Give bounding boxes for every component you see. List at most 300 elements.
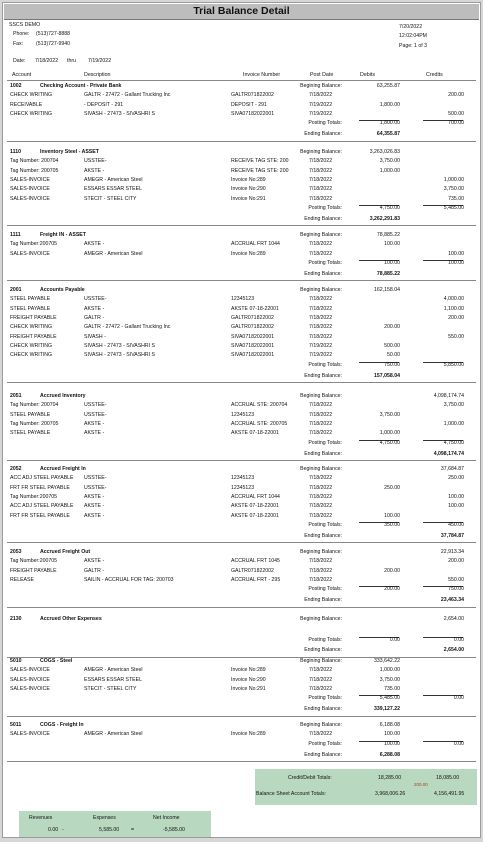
post-date: 7/19/2022 [309, 352, 333, 359]
posting-totals-debit: 350.00 [384, 522, 400, 529]
post-date: 7/18/2022 [309, 333, 333, 340]
transaction-description: SAILIN - ACCRUAL FOR TAG: 200703 [84, 577, 174, 584]
totals-box [255, 769, 477, 805]
transaction-type: RECEIVABLE [10, 101, 43, 108]
beginning-balance-value: 37,684.87 [440, 466, 464, 472]
beginning-balance-label: Begining Balance: [300, 287, 342, 293]
posting-totals-credit: 5,485.00 [443, 205, 464, 212]
posting-totals-debit: 4,750.00 [379, 205, 400, 212]
credit-amount: 550.00 [448, 577, 464, 584]
invoice-number: RECEIVE TAG STE: 200 [231, 167, 289, 174]
debit-amount: 3,750.00 [379, 676, 400, 683]
transaction-type: CHECK WRITING [10, 343, 53, 350]
transaction-type: ACC ADJ STEEL PAYABLE [10, 503, 74, 510]
transaction-description: AMEGR - American Steel [84, 667, 143, 674]
post-date: 7/18/2022 [309, 567, 333, 574]
transaction-type: SALES-INVOICE [10, 195, 50, 202]
expenses-value: 5,585.00 [99, 827, 120, 833]
transaction-description: USSTEE- [84, 402, 107, 409]
post-date: 7/18/2022 [309, 484, 333, 491]
posting-totals-label: Posting Totals: [308, 120, 342, 127]
post-date: 7/19/2022 [309, 101, 333, 108]
transaction-row [3, 474, 481, 483]
fax-label: Fax: [13, 41, 24, 47]
transaction-row [3, 502, 481, 511]
minus-sign: - [62, 827, 64, 833]
transaction-type: STEEL PAYABLE [10, 296, 51, 303]
transaction-type: CHECK WRITING [10, 324, 53, 331]
company-name: SSCS DEMO [9, 22, 41, 28]
posting-totals-credit: 0.00 [453, 636, 464, 643]
posting-totals-debit: 0.00 [389, 636, 400, 643]
transaction-type: Tag Number: 200705 [10, 167, 59, 174]
posting-totals-label: Posting Totals: [308, 361, 342, 368]
transaction-description: ESSARS ESSAR STEEL [84, 186, 142, 193]
account-header-row [3, 148, 481, 157]
account-header-row [3, 615, 481, 624]
credit-debit-credit: 18,085.00 [436, 775, 460, 781]
posting-totals-row [3, 361, 481, 370]
posting-totals-credit: 450.00 [448, 522, 464, 529]
transaction-description: USSTEE- [84, 475, 107, 482]
transaction-type: CHECK WRITING [10, 111, 53, 118]
beginning-balance-value: 2,654.00 [443, 616, 464, 622]
transaction-row [3, 484, 481, 493]
transaction-description: AKSTE - [84, 305, 105, 312]
transaction-description: AKSTE - [84, 167, 105, 174]
account-number: 5010 [10, 658, 22, 664]
transaction-type: ACC ADJ STEEL PAYABLE [10, 475, 74, 482]
ending-balance-label: Ending Balance: [304, 372, 342, 379]
invoice-number: 12345123 [231, 484, 255, 491]
post-date: 7/18/2022 [309, 430, 333, 437]
transaction-row [3, 676, 481, 685]
posting-totals-label: Posting Totals: [308, 439, 342, 446]
posting-totals-label: Posting Totals: [308, 695, 342, 702]
phone-value: (513)727-8888 [36, 31, 71, 37]
invoice-number: ACCRUAL STE: 200705 [231, 421, 288, 428]
post-date: 7/18/2022 [309, 667, 333, 674]
transaction-description: GALTR - [84, 567, 105, 574]
debit-amount: 250.00 [384, 484, 400, 491]
transaction-type: Tag Number: 200704 [10, 158, 59, 165]
beginning-balance-value: 63,255.87 [376, 83, 400, 89]
post-date: 7/18/2022 [309, 421, 333, 428]
account-name: Freight IN - ASSET [40, 232, 86, 238]
transaction-type: STEEL PAYABLE [10, 430, 51, 437]
ending-balance-label: Ending Balance: [304, 706, 342, 713]
section-divider-rule [7, 141, 476, 142]
post-date: 7/18/2022 [309, 503, 333, 510]
transaction-row [3, 351, 481, 360]
account-number: 2130 [10, 616, 22, 622]
beginning-balance-label: Begining Balance: [300, 616, 342, 622]
invoice-number: 12345123 [231, 296, 255, 303]
transaction-type: SALES-INVOICE [10, 686, 50, 693]
invoice-number: AKSTE 07-18-22001 [231, 430, 279, 437]
post-date: 7/19/2022 [309, 111, 333, 118]
account-header-row [3, 548, 481, 557]
invoice-number: Invoice No:289 [231, 250, 266, 257]
debit-amount: 1,000.00 [379, 430, 400, 437]
posting-totals-debit: 200.00 [384, 586, 400, 593]
beginning-balance-value: 162,158.04 [374, 287, 400, 293]
debit-amount: 100.00 [384, 731, 400, 738]
beginning-balance-value: 6,188.08 [379, 722, 400, 728]
invoice-number: GALTR071822002 [231, 567, 274, 574]
post-date: 7/18/2022 [309, 512, 333, 519]
ending-balance-row [3, 372, 481, 381]
posting-totals-credit: 5,850.00 [443, 361, 464, 368]
transaction-type: CHECK WRITING [10, 92, 53, 99]
credit-amount: 200.00 [448, 92, 464, 99]
post-date: 7/19/2022 [309, 343, 333, 350]
credit-debit-label: Credit/Debit Totals: [288, 775, 332, 781]
posting-totals-debit: 1,800.00 [379, 120, 400, 127]
account-header-row [3, 657, 481, 666]
post-date: 7/18/2022 [309, 250, 333, 257]
account-number: 1110 [10, 149, 21, 155]
invoice-number: Invoice No:291 [231, 195, 266, 202]
credit-amount: 4,000.00 [443, 296, 464, 303]
posting-totals-row [3, 740, 481, 749]
transaction-row [3, 91, 481, 100]
credit-amount: 100.00 [448, 503, 464, 510]
col-account: Account [12, 72, 32, 78]
credit-amount: 200.00 [448, 558, 464, 565]
invoice-number: Invoice No:291 [231, 686, 266, 693]
posting-totals-credit: 700.00 [448, 120, 464, 127]
balance-sheet-credit: 4,156,491.95 [434, 791, 465, 797]
transaction-row [3, 305, 481, 314]
credit-amount: 1,000.00 [443, 421, 464, 428]
ending-balance-label: Ending Balance: [304, 131, 342, 138]
posting-totals-label: Posting Totals: [308, 740, 342, 747]
posting-totals-debit: 4,750.00 [379, 439, 400, 446]
beginning-balance-label: Begining Balance: [300, 549, 342, 555]
invoice-number: GALTR071822002 [231, 92, 274, 99]
invoice-number: DEPOSIT - 291 [231, 101, 267, 108]
beginning-balance-value: 22,913.34 [440, 549, 464, 555]
posting-totals-credit: 0.00 [453, 740, 464, 747]
invoice-number: ACCRUAL FRT 1045 [231, 558, 280, 565]
col-description: Description [84, 72, 111, 78]
section-divider-rule [7, 280, 476, 281]
ending-balance-label: Ending Balance: [304, 751, 342, 758]
transaction-row [3, 314, 481, 323]
section-divider-rule [7, 382, 476, 383]
income-summary-box [19, 811, 211, 837]
transaction-description: SIVASH - 27473 - SIVASHRI S [84, 111, 156, 118]
invoice-number: RECEIVE TAG STE: 200 [231, 158, 289, 165]
report-page [2, 2, 481, 838]
posting-totals-credit: 100.00 [448, 260, 464, 267]
col-credits: Credits [426, 72, 443, 78]
ending-balance-row [3, 532, 481, 541]
post-date: 7/18/2022 [309, 315, 333, 322]
account-header-row [3, 392, 481, 401]
transaction-description: SIVASH - 27473 - SIVASHRI S [84, 343, 156, 350]
transaction-description: AMEGR - American Steel [84, 250, 143, 257]
invoice-number: ACCRUAL STE: 200704 [231, 402, 288, 409]
ending-balance-row [3, 270, 481, 279]
transaction-description: AMEGR - American Steel [84, 177, 143, 184]
debit-amount: 100.00 [384, 241, 400, 248]
section-divider-rule [7, 460, 476, 461]
transaction-description: AMEGR - American Steel [84, 731, 143, 738]
transaction-row [3, 730, 481, 739]
posting-totals-debit: 5,485.00 [379, 695, 400, 702]
invoice-number: SIVA07182022001 [231, 333, 275, 340]
ending-balance-value: 6,288.08 [379, 751, 400, 758]
section-divider-rule [7, 542, 476, 543]
transaction-row [3, 576, 481, 585]
invoice-number: 12345123 [231, 475, 255, 482]
net-income-label: Net Income [153, 815, 180, 821]
balance-sheet-label: Balance Sheet Account Totals: [256, 791, 326, 797]
post-date: 7/18/2022 [309, 177, 333, 184]
ending-balance-value: 37,784.87 [440, 532, 464, 539]
transaction-row [3, 429, 481, 438]
transaction-type: FRT FR STEEL PAYABLE [10, 484, 70, 491]
transaction-row [3, 101, 481, 110]
post-date: 7/18/2022 [309, 296, 333, 303]
ending-balance-label: Ending Balance: [304, 450, 342, 457]
section-divider-rule [7, 225, 476, 226]
transaction-description: - DEPOSIT - 291 [84, 101, 124, 108]
post-date: 7/18/2022 [309, 195, 333, 202]
ending-balance-label: Ending Balance: [304, 215, 342, 222]
transaction-row [3, 567, 481, 576]
debit-amount: 3,750.00 [379, 158, 400, 165]
account-number: 2053 [10, 549, 22, 555]
transaction-description: USSTEE- [84, 296, 107, 303]
transaction-row [3, 323, 481, 332]
transaction-row [3, 420, 481, 429]
posting-totals-debit: 750.00 [384, 361, 400, 368]
posting-totals-row [3, 694, 481, 703]
transaction-row [3, 195, 481, 204]
debit-amount: 735.00 [384, 686, 400, 693]
post-date: 7/18/2022 [309, 402, 333, 409]
date-thru: thru [67, 58, 76, 64]
date-label: Date: [13, 58, 26, 64]
transaction-description: SIVASH - 27473 - SIVASHRI S [84, 352, 156, 359]
fax-value: (513)727-9940 [36, 41, 71, 47]
ending-balance-label: Ending Balance: [304, 532, 342, 539]
report-date: 7/20/2022 [399, 24, 423, 30]
post-date: 7/18/2022 [309, 475, 333, 482]
invoice-number: Invoice No:289 [231, 667, 266, 674]
transaction-row [3, 493, 481, 502]
invoice-number: Invoice No:290 [231, 676, 266, 683]
ending-balance-row [3, 751, 481, 760]
posting-totals-credit: 750.00 [448, 586, 464, 593]
posting-totals-row [3, 636, 481, 645]
invoice-number: GALTR071822002 [231, 324, 274, 331]
revenues-label: Revenues [29, 815, 53, 821]
balance-sheet-debit: 3,968,006.26 [375, 791, 406, 797]
invoice-number: 12345123 [231, 411, 255, 418]
debit-amount: 200.00 [384, 567, 400, 574]
transaction-type: Tag Number:200705 [10, 494, 58, 501]
invoice-number: GALTR071822002 [231, 315, 274, 322]
transaction-description: GALTR - 27472 - Gallant Trucking Inc [84, 92, 171, 99]
account-header-row [3, 465, 481, 474]
section-divider-rule [7, 716, 476, 717]
posting-totals-row [3, 439, 481, 448]
transaction-type: Tag Number: 200704 [10, 402, 59, 409]
account-number: 2001 [10, 287, 22, 293]
transaction-type: FREIGHT PAYABLE [10, 333, 57, 340]
ending-balance-value: 64,355.87 [376, 131, 400, 138]
debit-amount: 500.00 [384, 343, 400, 350]
posting-totals-row [3, 521, 481, 530]
account-name: COGS - Steel [40, 658, 73, 664]
beginning-balance-value: 333,642.22 [374, 658, 400, 664]
transaction-type: STEEL PAYABLE [10, 305, 51, 312]
transaction-row [3, 401, 481, 410]
debit-amount: 3,750.00 [379, 411, 400, 418]
ending-balance-value: 4,098,174.74 [433, 450, 464, 457]
account-number: 2051 [10, 393, 22, 399]
credit-amount: 735.00 [448, 195, 464, 202]
beginning-balance-value: 78,885.22 [376, 232, 400, 238]
transaction-row [3, 512, 481, 521]
invoice-number: Invoice No:289 [231, 731, 266, 738]
invoice-number: SIVA07182022001 [231, 343, 275, 350]
header-rule [7, 80, 476, 81]
posting-totals-row [3, 259, 481, 268]
transaction-type: Tag Number: 200705 [10, 421, 59, 428]
transaction-row [3, 240, 481, 249]
transaction-row [3, 110, 481, 119]
credit-amount: 500.00 [448, 111, 464, 118]
beginning-balance-label: Begining Balance: [300, 722, 342, 728]
section-divider-rule [7, 607, 476, 608]
transaction-description: STECIT - STEEL CITY [84, 195, 137, 202]
beginning-balance-label: Begining Balance: [300, 466, 342, 472]
ending-balance-value: 157,058.04 [374, 372, 400, 379]
report-title: Trial Balance Detail [4, 4, 479, 20]
account-name: COGS - Freight In [40, 722, 84, 728]
phone-label: Phone: [13, 31, 30, 37]
transaction-type: SALES-INVOICE [10, 731, 50, 738]
transaction-row [3, 333, 481, 342]
transaction-type: Tag Number:200705 [10, 558, 58, 565]
post-date: 7/18/2022 [309, 186, 333, 193]
posting-totals-debit: 100.00 [384, 740, 400, 747]
post-date: 7/18/2022 [309, 731, 333, 738]
date-from: 7/18/2022 [35, 58, 59, 64]
debit-amount: 100.00 [384, 512, 400, 519]
posting-totals-label: Posting Totals: [308, 586, 342, 593]
credit-amount: 3,750.00 [443, 186, 464, 193]
account-name: Accrued Freight Out [40, 549, 91, 555]
beginning-balance-value: 4,098,174.74 [433, 393, 464, 399]
account-header-row [3, 721, 481, 730]
ending-balance-row [3, 215, 481, 224]
beginning-balance-label: Begining Balance: [300, 149, 342, 155]
ending-balance-row [3, 130, 481, 139]
beginning-balance-label: Begining Balance: [300, 658, 342, 664]
post-date: 7/18/2022 [309, 92, 333, 99]
invoice-number: SIVA07182022001 [231, 352, 275, 359]
transaction-type: SALES-INVOICE [10, 177, 50, 184]
transaction-row [3, 167, 481, 176]
post-date: 7/18/2022 [309, 577, 333, 584]
posting-totals-label: Posting Totals: [308, 260, 342, 267]
account-name: Checking Account - Private Bank [40, 83, 122, 89]
transaction-type: FREIGHT PAYABLE [10, 567, 57, 574]
post-date: 7/18/2022 [309, 305, 333, 312]
transaction-description: USSTEE- [84, 158, 107, 165]
transaction-type: STEEL PAYABLE [10, 411, 51, 418]
transaction-row [3, 685, 481, 694]
invoice-number: ACCRUAL FRT 1044 [231, 494, 280, 501]
transaction-row [3, 176, 481, 185]
transaction-description: AKSTE - [84, 558, 105, 565]
transaction-description: ESSARS ESSAR STEEL [84, 676, 142, 683]
post-date: 7/18/2022 [309, 241, 333, 248]
transaction-type: FREIGHT PAYABLE [10, 315, 57, 322]
posting-totals-credit: 4,750.00 [443, 439, 464, 446]
account-number: 5011 [10, 722, 22, 728]
posting-totals-row [3, 119, 481, 128]
posting-totals-row [3, 204, 481, 213]
transaction-description: AKSTE - [84, 503, 105, 510]
transaction-row [3, 295, 481, 304]
transaction-row [3, 342, 481, 351]
posting-totals-row [3, 585, 481, 594]
post-date: 7/18/2022 [309, 167, 333, 174]
invoice-number: ACCRUAL FRT 1044 [231, 241, 280, 248]
transaction-description: AKSTE - [84, 421, 105, 428]
transaction-row [3, 185, 481, 194]
credit-amount: 550.00 [448, 333, 464, 340]
ending-balance-value: 3,262,291.83 [369, 215, 400, 222]
debit-amount: 1,800.00 [379, 101, 400, 108]
post-date: 7/18/2022 [309, 676, 333, 683]
credit-amount: 1,100.00 [443, 305, 464, 312]
transaction-type: SALES-INVOICE [10, 186, 50, 193]
credit-debit-debit: 18,285.00 [378, 775, 402, 781]
transaction-row [3, 157, 481, 166]
account-name: Accrued Other Expenses [40, 616, 102, 622]
account-name: Accrued Inventory [40, 393, 86, 399]
transaction-type: FRT FR STEEL PAYABLE [10, 512, 70, 519]
transaction-row [3, 666, 481, 675]
ending-balance-label: Ending Balance: [304, 597, 342, 604]
account-number: 1111 [10, 232, 21, 238]
post-date: 7/18/2022 [309, 158, 333, 165]
transaction-description: AKSTE - [84, 241, 105, 248]
posting-totals-label: Posting Totals: [308, 205, 342, 212]
invoice-number: AKSTE 07-18-22001 [231, 512, 279, 519]
col-post-date: Post Date [310, 72, 334, 78]
transaction-row [3, 557, 481, 566]
transaction-type: CHECK WRITING [10, 352, 53, 359]
account-header-row [3, 82, 481, 91]
posting-totals-debit: 100.00 [384, 260, 400, 267]
account-number: 2052 [10, 466, 22, 472]
page-number: Page: 1 of 3 [399, 43, 427, 49]
credit-amount: 100.00 [448, 494, 464, 501]
difference-amount: 200.00 [414, 782, 428, 787]
post-date: 7/18/2022 [309, 686, 333, 693]
transaction-type: RELEASE [10, 577, 34, 584]
account-name: Accounts Payable [40, 287, 85, 293]
